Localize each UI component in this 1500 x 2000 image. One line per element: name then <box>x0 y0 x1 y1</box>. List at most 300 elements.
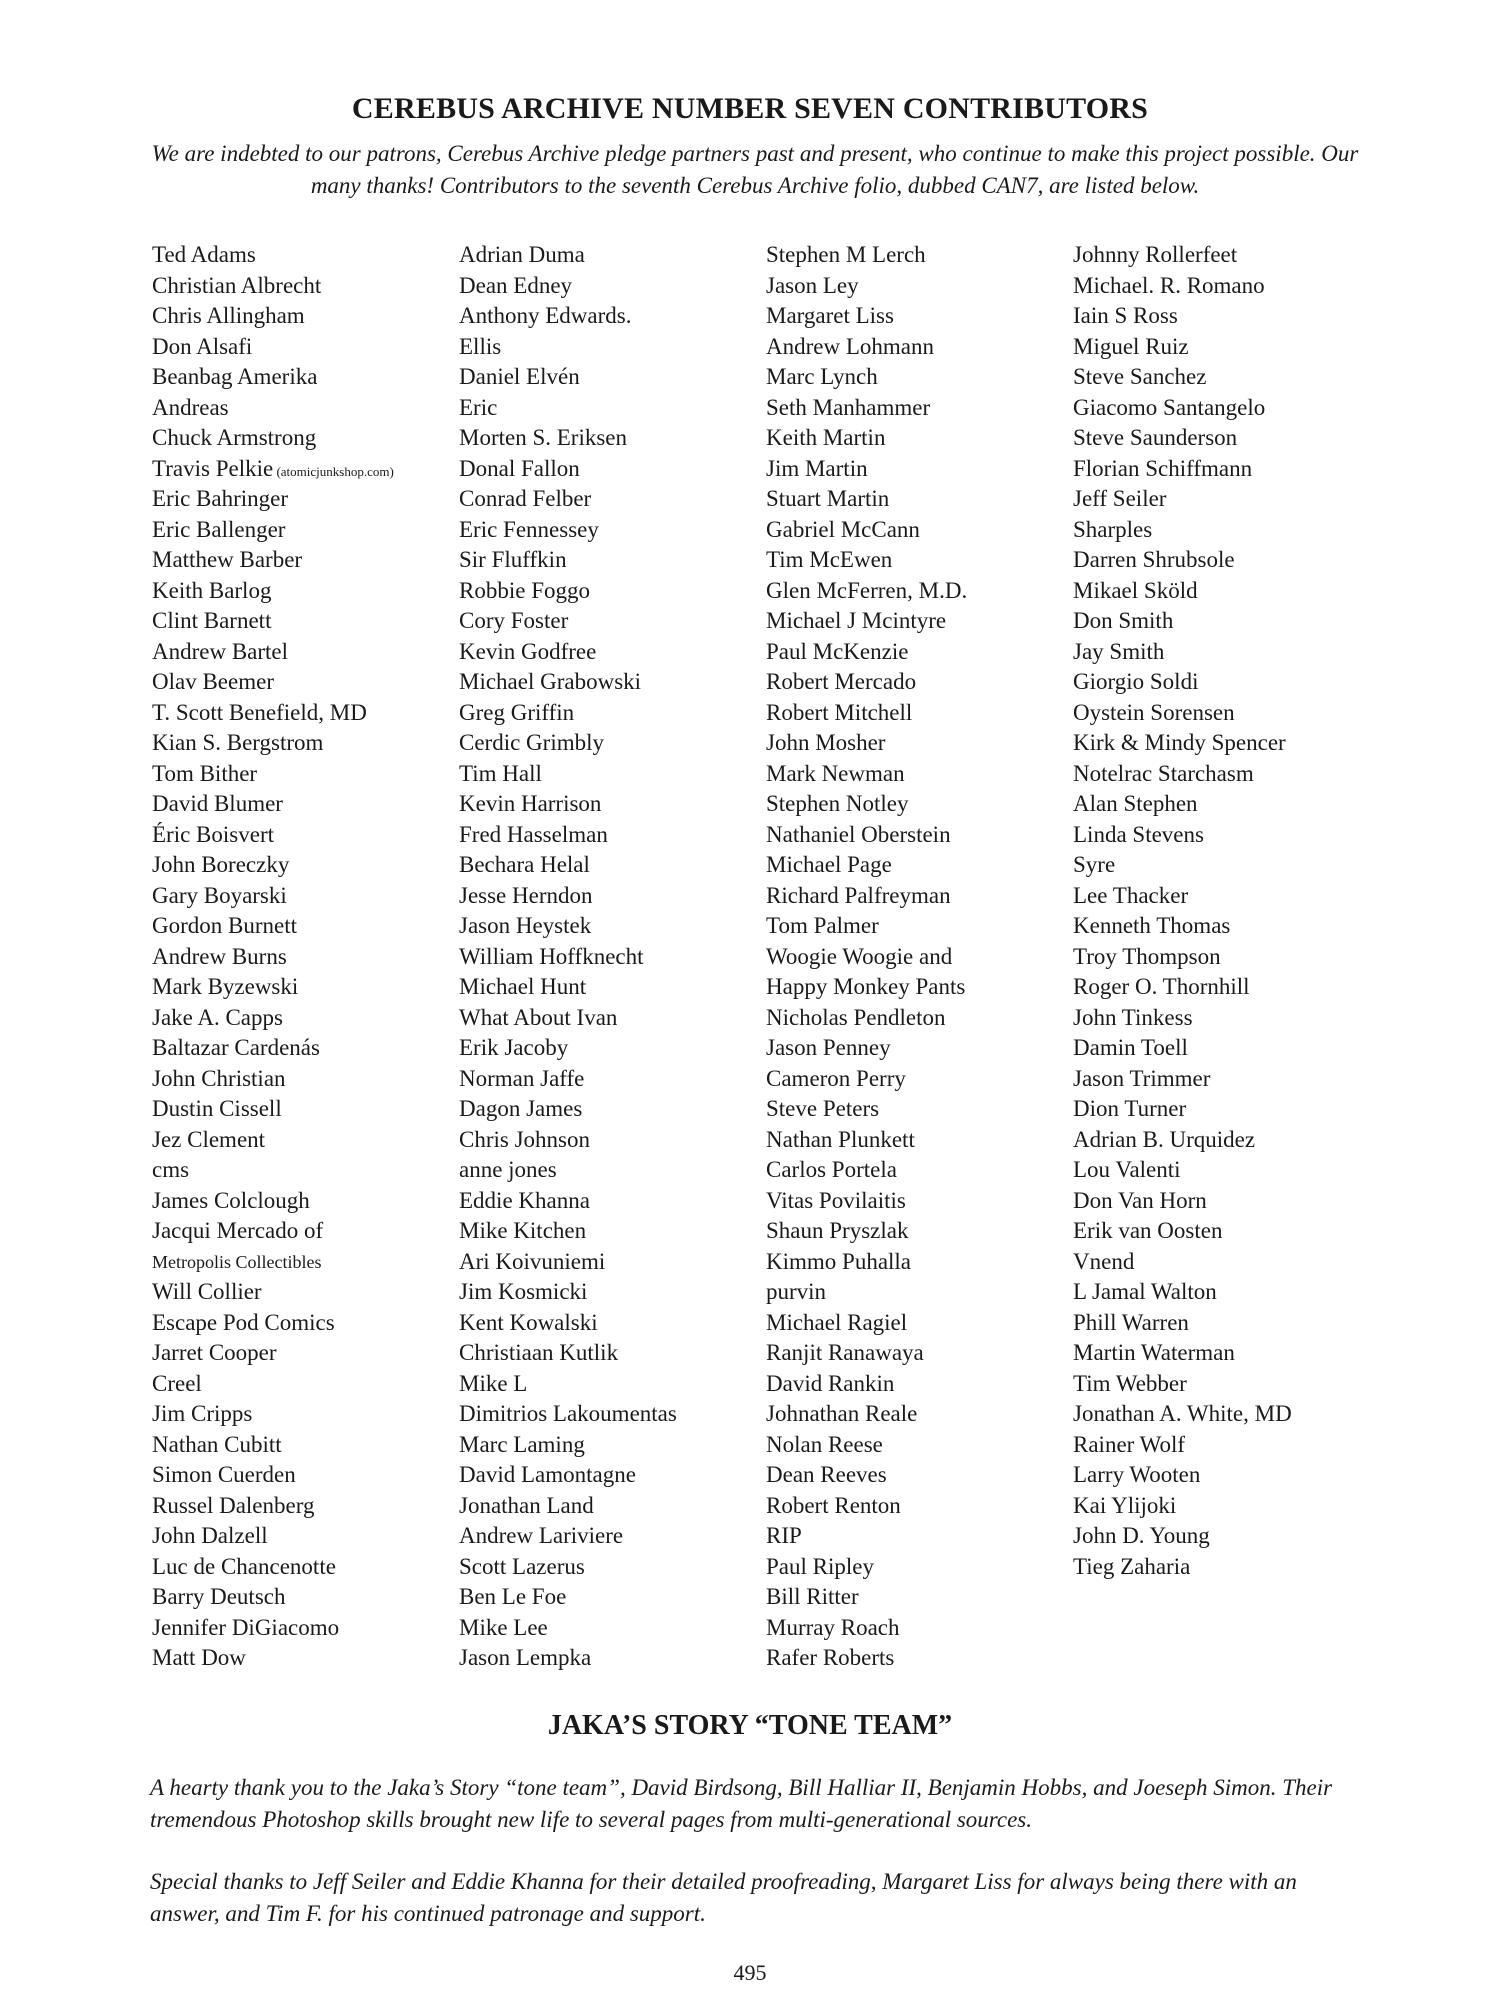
contributor-name-text: Eric Fennessey <box>459 516 599 542</box>
contributor-name-text: Escape Pod Comics <box>152 1309 335 1335</box>
contributor-name-text: cms <box>152 1157 190 1182</box>
contributor-name-text: Tieg Zaharia <box>1073 1553 1191 1579</box>
contributor-name-text: Dion Turner <box>1073 1096 1187 1121</box>
contributor-name-text: Mikael Sköld <box>1073 577 1198 603</box>
contributors-list <box>152 240 1352 1680</box>
contributor-name-text: Marc Laming <box>459 1431 585 1457</box>
contributor-name-text: Andrew Lariviere <box>459 1523 624 1548</box>
contributor-name <box>1073 576 1383 607</box>
contributor-name-text: Mark Byzewski <box>152 974 299 999</box>
contributor-name <box>766 1125 1076 1156</box>
contributor-name <box>152 1430 462 1461</box>
contributor-name-text: Cerdic Grimbly <box>459 730 604 755</box>
contributor-name <box>459 393 769 424</box>
contributor-name <box>459 240 769 271</box>
contributor-name <box>766 789 1076 820</box>
contributor-name <box>766 423 1076 454</box>
contributor-name <box>766 1094 1076 1125</box>
contributor-name-text: Russel Dalenberg <box>152 1492 315 1518</box>
contributor-name <box>766 515 1076 546</box>
contributor-name <box>152 301 462 332</box>
contributor-name-text: Michael Grabowski <box>459 669 642 694</box>
contributor-name <box>152 1308 462 1339</box>
contributor-name-text: Richard Palfreyman <box>766 882 951 908</box>
contributor-name-text: RIP <box>766 1523 802 1548</box>
intro-paragraph: We are indebted to our patrons, Cerebus Archive pledge partners past and present, who continue to make this project possible. Our many thanks! Contributors to the seventh Cerebus Archive folio, dubbed CAN7, are listed below. <box>151 141 1359 198</box>
contributor-name-text: Michael Ragiel <box>766 1309 908 1335</box>
contributor-name-text: Jim Martin <box>766 455 868 481</box>
contributor-name <box>1073 301 1383 332</box>
contributor-name <box>152 1216 462 1247</box>
contributor-name-text: Giorgio Soldi <box>1073 669 1199 694</box>
contributor-name-text: Giacomo Santangelo <box>1073 394 1266 420</box>
contributor-name <box>152 362 462 393</box>
contributor-name <box>152 667 462 698</box>
contributors-column-1 <box>152 240 462 1674</box>
contributor-name <box>1073 393 1383 424</box>
contributor-name-text: Marc Lynch <box>766 364 878 389</box>
contributor-name-text: Rainer Wolf <box>1073 1431 1186 1457</box>
contributor-name <box>1073 332 1383 363</box>
contributor-name <box>459 698 769 729</box>
contributor-name <box>459 1308 769 1339</box>
contributor-name-text: Baltazar Cardenás <box>152 1035 320 1060</box>
contributor-name-text: Christian Albrecht <box>152 272 322 298</box>
contributor-name <box>766 1552 1076 1583</box>
contributor-name-text: Steve Saunderson <box>1073 425 1238 450</box>
contributor-name <box>1073 545 1383 576</box>
contributor-name <box>152 393 462 424</box>
contributor-name <box>459 545 769 576</box>
contributor-name-text: Ben Le Foe <box>459 1584 567 1609</box>
contributor-name-text: Johnny Rollerfeet <box>1073 242 1238 267</box>
contributor-name <box>459 515 769 546</box>
contributor-name <box>459 1247 769 1278</box>
contributor-name <box>766 1582 1076 1613</box>
contributor-name-text: Jason Ley <box>766 272 859 298</box>
contributor-name-text: Stephen M Lerch <box>766 242 926 267</box>
contributor-name <box>766 698 1076 729</box>
contributor-name-text: Kian S. Bergstrom <box>152 730 324 755</box>
contributor-name-text: What About Ivan <box>459 1004 618 1030</box>
contributor-name-text: Bill Ritter <box>766 1584 859 1609</box>
contributor-name <box>766 667 1076 698</box>
contributor-name <box>459 1430 769 1461</box>
contributor-name <box>459 1155 769 1186</box>
contributor-name-text: Kevin Godfree <box>459 638 597 664</box>
contributor-name-text: Jonathan A. White, MD <box>1073 1401 1292 1426</box>
contributor-name-text: Notelrac Starchasm <box>1073 760 1254 786</box>
contributor-name <box>459 911 769 942</box>
contributor-name-text: Jim Kosmicki <box>459 1279 588 1304</box>
contributor-name-text: Don Van Horn <box>1073 1187 1207 1213</box>
contributor-name <box>152 1582 462 1613</box>
contributor-name-text: Cameron Perry <box>766 1065 906 1091</box>
contributor-name-text: Tim Webber <box>1073 1370 1187 1396</box>
contributor-name-text: Kenneth Thomas <box>1073 913 1231 938</box>
contributor-name-text: Will Collier <box>152 1279 262 1304</box>
contributor-name <box>766 942 1076 973</box>
contributor-name-text: Matthew Barber <box>152 547 303 572</box>
contributor-name <box>766 728 1076 759</box>
contributor-name-text: David Blumer <box>152 791 283 816</box>
contributor-name <box>1073 972 1383 1003</box>
contributor-name-text: Sir Fluffkin <box>459 547 567 572</box>
contributor-name <box>766 1247 1076 1278</box>
contributor-name <box>766 1521 1076 1552</box>
contributor-name <box>1073 1430 1383 1461</box>
contributor-name-text: Tom Palmer <box>766 913 879 938</box>
contributor-name-text: Vitas Povilaitis <box>766 1187 906 1213</box>
contributor-name <box>459 1369 769 1400</box>
contributor-name <box>459 759 769 790</box>
contributor-name-text: Johnathan Reale <box>766 1401 918 1426</box>
contributor-name <box>152 972 462 1003</box>
contributor-name <box>1073 667 1383 698</box>
contributor-name-text: Glen McFerren, M.D. <box>766 577 968 603</box>
contributor-name-text: Nolan Reese <box>766 1431 883 1457</box>
contributor-name <box>1073 1033 1383 1064</box>
contributor-name <box>152 240 462 271</box>
contributors-column-4 <box>1073 240 1383 1582</box>
contributor-name <box>152 759 462 790</box>
contributor-name-text: Kent Kowalski <box>459 1309 598 1335</box>
contributor-name-text: Creel <box>152 1370 202 1396</box>
contributor-name-text: Tim McEwen <box>766 547 893 572</box>
contributor-name-text: Ted Adams <box>152 242 256 267</box>
contributor-name-text: anne jones <box>459 1157 557 1182</box>
contributor-name <box>459 423 769 454</box>
tone-team-paragraph: A hearty thank you to the Jaka’s Story “tone team”, David Birdsong, Bill Halliar II, Benjamin Hobbs, and Joeseph Simon. Their tremendous Photoshop skills brought new life to several pages from multi-generational sources. <box>150 1775 1333 1832</box>
contributor-name-text: Jacqui Mercado of <box>152 1218 324 1243</box>
page-title: CEREBUS ARCHIVE NUMBER SEVEN CONTRIBUTORS <box>351 92 1149 125</box>
contributor-name <box>459 301 769 332</box>
contributor-name <box>766 1399 1076 1430</box>
contributor-name <box>1073 1308 1383 1339</box>
contributor-name-text: Éric Boisvert <box>152 821 274 847</box>
contributor-name-text: Adrian B. Urquidez <box>1073 1126 1256 1152</box>
contributor-name <box>152 637 462 668</box>
contributor-name <box>766 393 1076 424</box>
contributor-name <box>1073 271 1383 302</box>
contributor-name-text: Roger O. Thornhill <box>1073 974 1250 999</box>
contributor-name-text: John Dalzell <box>152 1523 268 1548</box>
contributor-name-text: Bechara Helal <box>459 852 590 877</box>
contributor-name <box>1073 1094 1383 1125</box>
contributor-name <box>1073 759 1383 790</box>
contributor-name-text: Luc de Chancenotte <box>152 1553 336 1579</box>
contributor-name <box>152 1369 462 1400</box>
contributor-name <box>152 698 462 729</box>
contributor-name <box>1073 1003 1383 1034</box>
contributor-name <box>459 1064 769 1095</box>
contributor-name <box>152 1155 462 1186</box>
contributor-name <box>459 1003 769 1034</box>
contributor-name <box>766 1369 1076 1400</box>
contributor-name-text: Stuart Martin <box>766 486 890 511</box>
contributor-name <box>152 1094 462 1125</box>
contributor-name-text: Michael Page <box>766 852 892 877</box>
contributor-name <box>766 1277 1076 1308</box>
contributor-name <box>459 820 769 851</box>
contributor-name-text: Jonathan Land <box>459 1492 594 1518</box>
contributor-name <box>766 362 1076 393</box>
contributor-name <box>459 728 769 759</box>
contributor-name-text: Syre <box>1073 852 1116 877</box>
contributor-name-text: Damin Toell <box>1073 1035 1188 1060</box>
contributor-name <box>766 484 1076 515</box>
contributor-name <box>459 637 769 668</box>
contributor-name-text: Lou Valenti <box>1073 1157 1181 1182</box>
contributor-name <box>152 1338 462 1369</box>
contributor-name <box>766 545 1076 576</box>
contributor-name-text: Robbie Foggo <box>459 577 590 603</box>
contributor-name-text: Adrian Duma <box>459 242 585 267</box>
contributor-name <box>459 1125 769 1156</box>
contributor-name-text: James Colclough <box>152 1187 310 1213</box>
contributor-name-text: Florian Schiffmann <box>1073 455 1253 481</box>
contributor-name <box>766 1308 1076 1339</box>
contributor-name <box>766 1003 1076 1034</box>
contributor-name-text: Mike Kitchen <box>459 1218 587 1243</box>
contributor-name-text: Keith Martin <box>766 425 886 450</box>
contributor-name <box>1073 362 1383 393</box>
contributor-name-text: Miguel Ruiz <box>1073 333 1189 359</box>
contributor-name <box>766 637 1076 668</box>
contributor-name-text: Larry Wooten <box>1073 1462 1201 1487</box>
contributor-name-text: William Hoffknecht <box>459 943 644 969</box>
contributor-name-text: Mark Newman <box>766 760 905 786</box>
contributor-name-text: Christiaan Kutlik <box>459 1340 619 1365</box>
contributor-name <box>459 1399 769 1430</box>
contributor-name-text: Jason Trimmer <box>1073 1065 1211 1091</box>
contributor-name-text: Jarret Cooper <box>152 1340 277 1365</box>
contributor-name <box>459 667 769 698</box>
contributor-name-text: Simon Cuerden <box>152 1462 296 1487</box>
contributor-name-text: Ellis <box>459 333 502 359</box>
contributor-name <box>152 1491 462 1522</box>
contributor-name <box>152 1277 462 1308</box>
contributor-name <box>1073 698 1383 729</box>
contributor-name <box>1073 1369 1383 1400</box>
contributor-name-text: Oystein Sorensen <box>1073 699 1235 725</box>
contributor-name-text: Nathaniel Oberstein <box>766 821 951 847</box>
contributor-name <box>459 362 769 393</box>
contributor-name-text: Dimitrios Lakoumentas <box>459 1401 677 1426</box>
contributor-name <box>1073 240 1383 271</box>
contributor-name-text: Martin Waterman <box>1073 1340 1235 1365</box>
contributor-name <box>152 484 462 515</box>
contributor-name <box>1073 1064 1383 1095</box>
contributor-name <box>152 545 462 576</box>
contributor-name <box>766 240 1076 271</box>
contributors-column-2 <box>459 240 769 1674</box>
contributor-name-text: Fred Hasselman <box>459 821 608 847</box>
contributor-name <box>152 515 462 546</box>
contributor-name-text: Jennifer DiGiacomo <box>152 1614 340 1640</box>
contributors-column-3 <box>766 240 1076 1674</box>
contributor-name-text: Gary Boyarski <box>152 882 287 908</box>
contributor-name-text: David Lamontagne <box>459 1462 636 1487</box>
contributor-name-text: purvin <box>766 1279 827 1304</box>
contributor-name <box>152 1613 462 1644</box>
contributor-name-text: Travis Pelkie <box>152 455 274 481</box>
contributor-name-text: Andrew Lohmann <box>766 333 934 359</box>
contributor-name <box>459 332 769 363</box>
contributor-name <box>766 1460 1076 1491</box>
contributor-name-text: Erik van Oosten <box>1073 1218 1223 1243</box>
contributor-name <box>1073 789 1383 820</box>
contributor-name-text: Troy Thompson <box>1073 943 1221 969</box>
contributor-name-text: Seth Manhammer <box>766 394 931 420</box>
contributor-name-text: Kevin Harrison <box>459 791 602 816</box>
contributor-name <box>766 1216 1076 1247</box>
contributor-name-text: T. Scott Benefield, MD <box>152 699 367 725</box>
contributor-name <box>1073 1521 1383 1552</box>
contributor-name <box>766 881 1076 912</box>
contributor-name <box>1073 1491 1383 1522</box>
contributor-name <box>1073 1399 1383 1430</box>
contributor-name <box>1073 1338 1383 1369</box>
contributor-name-text: Keith Barlog <box>152 577 272 603</box>
contributor-name-text: Scott Lazerus <box>459 1553 585 1579</box>
contributor-name <box>459 942 769 973</box>
contributor-name-text: Norman Jaffe <box>459 1065 585 1091</box>
contributor-name-text: Ari Koivuniemi <box>459 1248 606 1274</box>
contributor-name <box>152 942 462 973</box>
contributor-name-text: Clint Barnett <box>152 608 272 633</box>
contributor-name-text: Rafer Roberts <box>766 1645 895 1670</box>
contributor-name <box>459 850 769 881</box>
contributor-name-text: Michael. R. Romano <box>1073 272 1265 298</box>
contributor-name-text: John Christian <box>152 1065 286 1091</box>
contributor-name <box>1073 1552 1383 1583</box>
contributor-name <box>766 759 1076 790</box>
contributor-name <box>1073 1186 1383 1217</box>
contributor-name-text: John D. Young <box>1073 1523 1210 1548</box>
contributor-name-text: John Boreczky <box>152 852 290 877</box>
contributor-name-text: Paul Ripley <box>766 1553 874 1579</box>
contributor-name <box>459 1521 769 1552</box>
contributor-name <box>459 484 769 515</box>
contributor-name-text: David Rankin <box>766 1370 895 1396</box>
contributor-name-text: Linda Stevens <box>1073 821 1204 847</box>
contributor-name <box>1073 1155 1383 1186</box>
contributor-name-text: Robert Renton <box>766 1492 901 1518</box>
contributor-name <box>1073 942 1383 973</box>
contributor-name <box>152 576 462 607</box>
contributor-note: (atomicjunkshop.com) <box>273 463 394 479</box>
contributor-name <box>459 1094 769 1125</box>
contributor-name-text: Alan Stephen <box>1073 791 1198 816</box>
contributor-name-text: Robert Mitchell <box>766 699 913 725</box>
contributor-name-text: Iain S Ross <box>1073 303 1178 328</box>
contributor-name-text: Jason Lempka <box>459 1645 592 1670</box>
contributor-name-text: Paul McKenzie <box>766 638 909 664</box>
contributor-name <box>766 820 1076 851</box>
contributor-name-text: Chuck Armstrong <box>152 425 317 450</box>
contributor-name <box>766 1491 1076 1522</box>
contributor-name <box>152 820 462 851</box>
contributor-name-text: Andrew Bartel <box>152 638 289 664</box>
contributor-name <box>152 1399 462 1430</box>
contributor-name-text: Kirk & Mindy Spencer <box>1073 730 1286 755</box>
contributor-name <box>766 606 1076 637</box>
contributor-name-text: Woogie Woogie and <box>766 943 953 969</box>
tone-team-heading: JAKA’S STORY “TONE TEAM” <box>547 1710 953 1741</box>
contributor-name-text: Jeff Seiler <box>1073 486 1167 511</box>
contributor-name <box>766 271 1076 302</box>
contributor-name <box>459 1033 769 1064</box>
contributor-name-text: Dustin Cissell <box>152 1096 282 1121</box>
contributor-name <box>152 1033 462 1064</box>
contributor-name-text: Shaun Pryszlak <box>766 1218 909 1243</box>
contributor-name <box>152 1186 462 1217</box>
contributor-name <box>766 1643 1076 1674</box>
contributor-name <box>459 606 769 637</box>
contributor-name-text: Jake A. Capps <box>152 1004 283 1030</box>
contributor-name-text: John Mosher <box>766 730 886 755</box>
contributor-name-text: Eddie Khanna <box>459 1187 590 1213</box>
contributor-name-text: L Jamal Walton <box>1073 1279 1217 1304</box>
contributor-name-text: Kai Ylijoki <box>1073 1492 1177 1518</box>
contributor-name-text: Ranjit Ranawaya <box>766 1340 924 1365</box>
contributor-name-text: Jez Clement <box>152 1126 266 1152</box>
contributor-name <box>1073 820 1383 851</box>
contributor-name <box>152 881 462 912</box>
contributor-name <box>152 1247 462 1278</box>
contributor-name-text: Morten S. Eriksen <box>459 425 628 450</box>
contributor-name-text: Mike Lee <box>459 1614 548 1640</box>
contributor-name <box>152 1521 462 1552</box>
contributor-name <box>152 606 462 637</box>
contributor-name-text: Dagon James <box>459 1096 583 1121</box>
contributor-name <box>152 850 462 881</box>
contributor-name <box>766 1613 1076 1644</box>
contributor-name <box>766 301 1076 332</box>
contributor-name <box>459 789 769 820</box>
contributor-name <box>459 1491 769 1522</box>
contributor-name <box>1073 484 1383 515</box>
contributor-name <box>459 972 769 1003</box>
contributor-name-text: Greg Griffin <box>459 699 575 725</box>
contributor-name <box>152 1643 462 1674</box>
contributor-name-text: Phill Warren <box>1073 1309 1189 1335</box>
contributor-name-text: Anthony Edwards. <box>459 303 632 328</box>
contributor-name-text: Nathan Cubitt <box>152 1431 282 1457</box>
contributor-name <box>1073 515 1383 546</box>
contributor-name <box>152 789 462 820</box>
contributor-name-text: Metropolis Collectibles <box>152 1251 322 1272</box>
contributor-name <box>459 1186 769 1217</box>
contributor-name <box>1073 911 1383 942</box>
contributor-name-text: Murray Roach <box>766 1614 900 1640</box>
contributor-name-text: Mike L <box>459 1370 528 1396</box>
contributor-name-text: Matt Dow <box>152 1645 246 1670</box>
contributor-name <box>459 1582 769 1613</box>
contributor-name <box>1073 606 1383 637</box>
contributor-name <box>766 850 1076 881</box>
contributor-name-text: Beanbag Amerika <box>152 364 318 389</box>
contributor-name-text: Conrad Felber <box>459 486 592 511</box>
contributor-name-text: Dean Edney <box>459 272 573 298</box>
contributor-name <box>152 454 462 485</box>
contributor-name-text: Nicholas Pendleton <box>766 1004 946 1030</box>
contributor-name <box>766 1186 1076 1217</box>
contributor-name-text: Andreas <box>152 394 229 420</box>
contributor-name-text: Michael Hunt <box>459 974 587 999</box>
contributor-name <box>1073 1216 1383 1247</box>
